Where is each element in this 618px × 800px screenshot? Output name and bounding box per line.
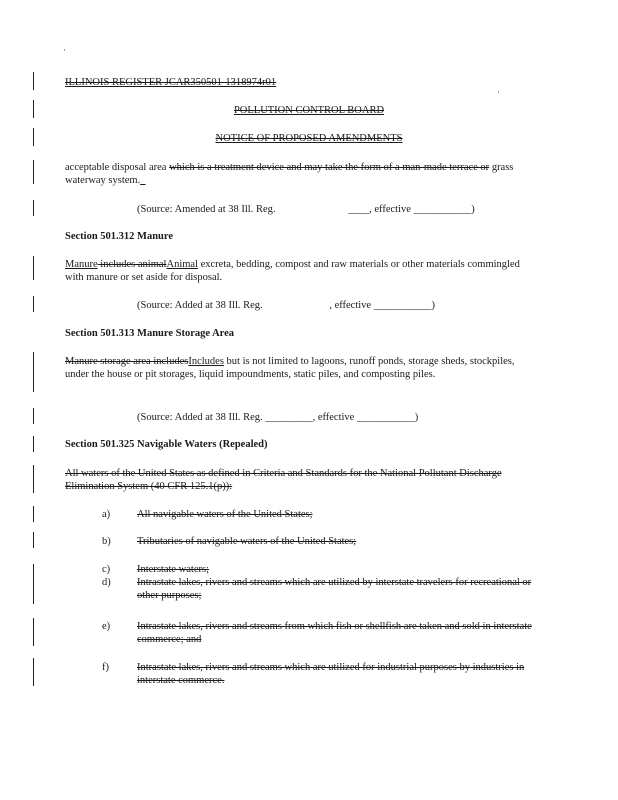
list-item-letter: b) bbox=[102, 536, 111, 547]
source-note-313 bbox=[137, 411, 418, 424]
source-312-prefix: (Source: Added at 38 Ill. Reg. bbox=[137, 300, 263, 311]
change-bar bbox=[33, 532, 34, 548]
change-bar bbox=[33, 408, 34, 424]
list-item bbox=[137, 508, 537, 521]
section-313-struck: Manure storage area includes bbox=[65, 356, 189, 367]
section-312-struck: includes animal bbox=[97, 259, 167, 270]
source-1-mid: , effective bbox=[369, 204, 411, 215]
change-bar bbox=[33, 296, 34, 312]
list-item-letter: c) bbox=[102, 564, 111, 575]
section-312-body bbox=[65, 258, 535, 284]
section-325-intro-text: All waters of the United States as defined in Criteria and Standards for the National Pollutant Discharge Elimination System (40 CFR 125.1(p)): bbox=[65, 468, 502, 492]
list-item-text: Tributaries of navigable waters of the United States; bbox=[137, 536, 357, 547]
list-item bbox=[137, 563, 537, 576]
register-header-text: ILLINOIS REGISTER JCAR350501-1318974r01 bbox=[65, 77, 277, 88]
source-note-312 bbox=[137, 299, 435, 312]
source-313-blank1: _________ bbox=[265, 412, 313, 423]
list-item-letter: a) bbox=[102, 509, 111, 520]
source-1-end: ) bbox=[471, 204, 475, 215]
source-313-prefix: (Source: Added at 38 Ill. Reg. bbox=[137, 412, 263, 423]
list-item-letter: e) bbox=[102, 621, 111, 632]
list-item bbox=[137, 620, 537, 646]
change-bar bbox=[33, 436, 34, 452]
list-item bbox=[137, 576, 537, 602]
source-note-1 bbox=[137, 203, 475, 216]
section-313-heading: Section 501.313 Manure Storage Area bbox=[65, 328, 235, 339]
source-313-end: ) bbox=[414, 412, 419, 423]
scan-speck: · bbox=[497, 87, 500, 97]
section-313-ins-word: Includes bbox=[188, 356, 224, 367]
board-title-text: POLLUTION CONTROL BOARD bbox=[233, 105, 385, 116]
change-bar bbox=[33, 72, 34, 90]
section-312-ins-word: Animal bbox=[166, 259, 198, 270]
change-bar bbox=[33, 618, 34, 646]
scan-speck: · bbox=[63, 45, 66, 55]
continuation-paragraph bbox=[65, 161, 535, 187]
change-bar bbox=[33, 256, 34, 280]
change-bar bbox=[33, 564, 34, 604]
section-313-body bbox=[65, 355, 535, 381]
source-312-mid: , effective bbox=[329, 300, 372, 311]
source-313-mid: , effective bbox=[312, 412, 355, 423]
list-item bbox=[137, 661, 537, 687]
change-bar bbox=[33, 352, 34, 392]
section-325-heading: Section 501.325 Navigable Waters (Repealed) bbox=[65, 439, 268, 450]
list-item bbox=[137, 535, 537, 548]
source-1-blank1: ____ bbox=[348, 204, 370, 215]
continuation-tail: grass waterway system. bbox=[65, 162, 514, 186]
section-312-heading: Section 501.312 Manure bbox=[65, 231, 174, 242]
section-325-intro bbox=[65, 467, 535, 493]
source-312-end: ) bbox=[431, 300, 435, 311]
source-313-blank2: ___________ bbox=[356, 412, 415, 423]
continuation-struck: which is a treatment device and may take the form of a man-made terrace or bbox=[169, 162, 490, 173]
list-item-letter: d) bbox=[102, 577, 111, 588]
change-bar bbox=[33, 160, 34, 184]
list-item-text: Interstate waters; bbox=[137, 564, 210, 575]
notice-title bbox=[0, 132, 618, 145]
continuation-insert: _ bbox=[140, 175, 146, 186]
list-item-text: Intrastate lakes, rivers and streams which are utilized for industrial purposes by industries in interstate commerce. bbox=[137, 662, 525, 686]
source-1-prefix: (Source: Amended at 38 Ill. Reg. bbox=[137, 204, 276, 215]
section-312-text: excreta, bedding, compost and raw materials or other materials commingled with manure or set aside for disposal. bbox=[65, 259, 520, 283]
source-1-blank2: ___________ bbox=[413, 204, 472, 215]
section-312-ins-term: Manure bbox=[65, 259, 98, 270]
notice-title-text: NOTICE OF PROPOSED AMENDMENTS bbox=[215, 133, 403, 144]
source-312-blank: ___________ bbox=[373, 300, 432, 311]
list-item-text: All navigable waters of the United States; bbox=[137, 509, 313, 520]
change-bar bbox=[33, 465, 34, 493]
board-title bbox=[0, 104, 618, 117]
register-header bbox=[65, 76, 276, 89]
list-item-text: Intrastate lakes, rivers and streams from which fish or shellfish are taken and sold in interstate commerce; and bbox=[137, 621, 532, 645]
change-bar bbox=[33, 658, 34, 686]
list-item-letter: f) bbox=[102, 662, 109, 673]
list-item-text: Intrastate lakes, rivers and streams which are utilized by interstate travelers for recreational or other purposes; bbox=[137, 577, 532, 601]
section-313-text: but is not limited to lagoons, runoff ponds, storage sheds, stockpiles, under the house or pit storages, liquid impoundments, static piles, and composting piles. bbox=[65, 356, 515, 380]
change-bar bbox=[33, 506, 34, 522]
continuation-plain: acceptable disposal area bbox=[65, 162, 170, 173]
change-bar bbox=[33, 200, 34, 216]
